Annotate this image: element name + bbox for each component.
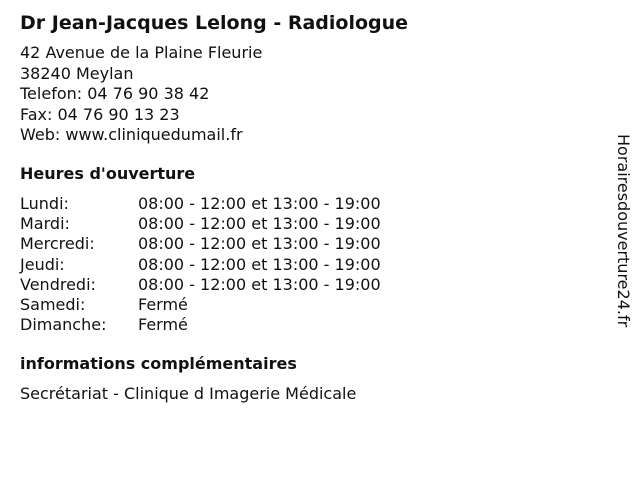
day-hours: 08:00 - 12:00 et 13:00 - 19:00 — [138, 274, 381, 294]
watermark — [612, 134, 634, 344]
day-hours: 08:00 - 12:00 et 13:00 - 19:00 — [138, 254, 381, 274]
address-street: 42 Avenue de la Plaine Fleurie — [20, 43, 263, 62]
hours-row-saturday — [20, 295, 381, 315]
hours-row-friday — [20, 275, 381, 295]
day-label: Mercredi: — [20, 234, 95, 254]
day-label: Jeudi: — [20, 254, 65, 274]
additional-info-heading: informations complémentaires — [20, 354, 297, 373]
day-hours: 08:00 - 12:00 et 13:00 - 19:00 — [138, 194, 381, 213]
hours-row-thursday — [20, 255, 381, 275]
day-label: Vendredi: — [20, 274, 96, 294]
day-label: Dimanche: — [20, 315, 107, 335]
additional-info-text: Secrétariat - Clinique d Imagerie Médicale — [20, 384, 357, 403]
hours-row-sunday — [20, 315, 381, 335]
day-label: Lundi: — [20, 194, 69, 213]
page-title: Dr Jean-Jacques Lelong - Radiologue — [20, 12, 409, 34]
day-label: Samedi: — [20, 295, 86, 315]
opening-hours-table — [20, 194, 381, 335]
day-hours: 08:00 - 12:00 et 13:00 - 19:00 — [138, 234, 381, 254]
website: Web: www.cliniquedumail.fr — [20, 125, 243, 144]
phone-number: Telefon: 04 76 90 38 42 — [20, 84, 210, 103]
hours-row-wednesday — [20, 234, 381, 254]
hours-row-tuesday — [20, 214, 381, 234]
day-hours: Fermé — [138, 315, 188, 335]
contact-block — [20, 43, 262, 146]
day-label: Mardi: — [20, 214, 70, 234]
opening-hours-heading: Heures d'ouverture — [20, 164, 196, 183]
day-hours: 08:00 - 12:00 et 13:00 - 19:00 — [138, 214, 381, 234]
hours-row-monday — [20, 194, 381, 214]
day-hours: Fermé — [138, 295, 188, 315]
address-city: 38240 Meylan — [20, 63, 134, 83]
watermark-text: Horairesdouverture24.fr — [614, 134, 633, 328]
fax-number: Fax: 04 76 90 13 23 — [20, 104, 180, 124]
